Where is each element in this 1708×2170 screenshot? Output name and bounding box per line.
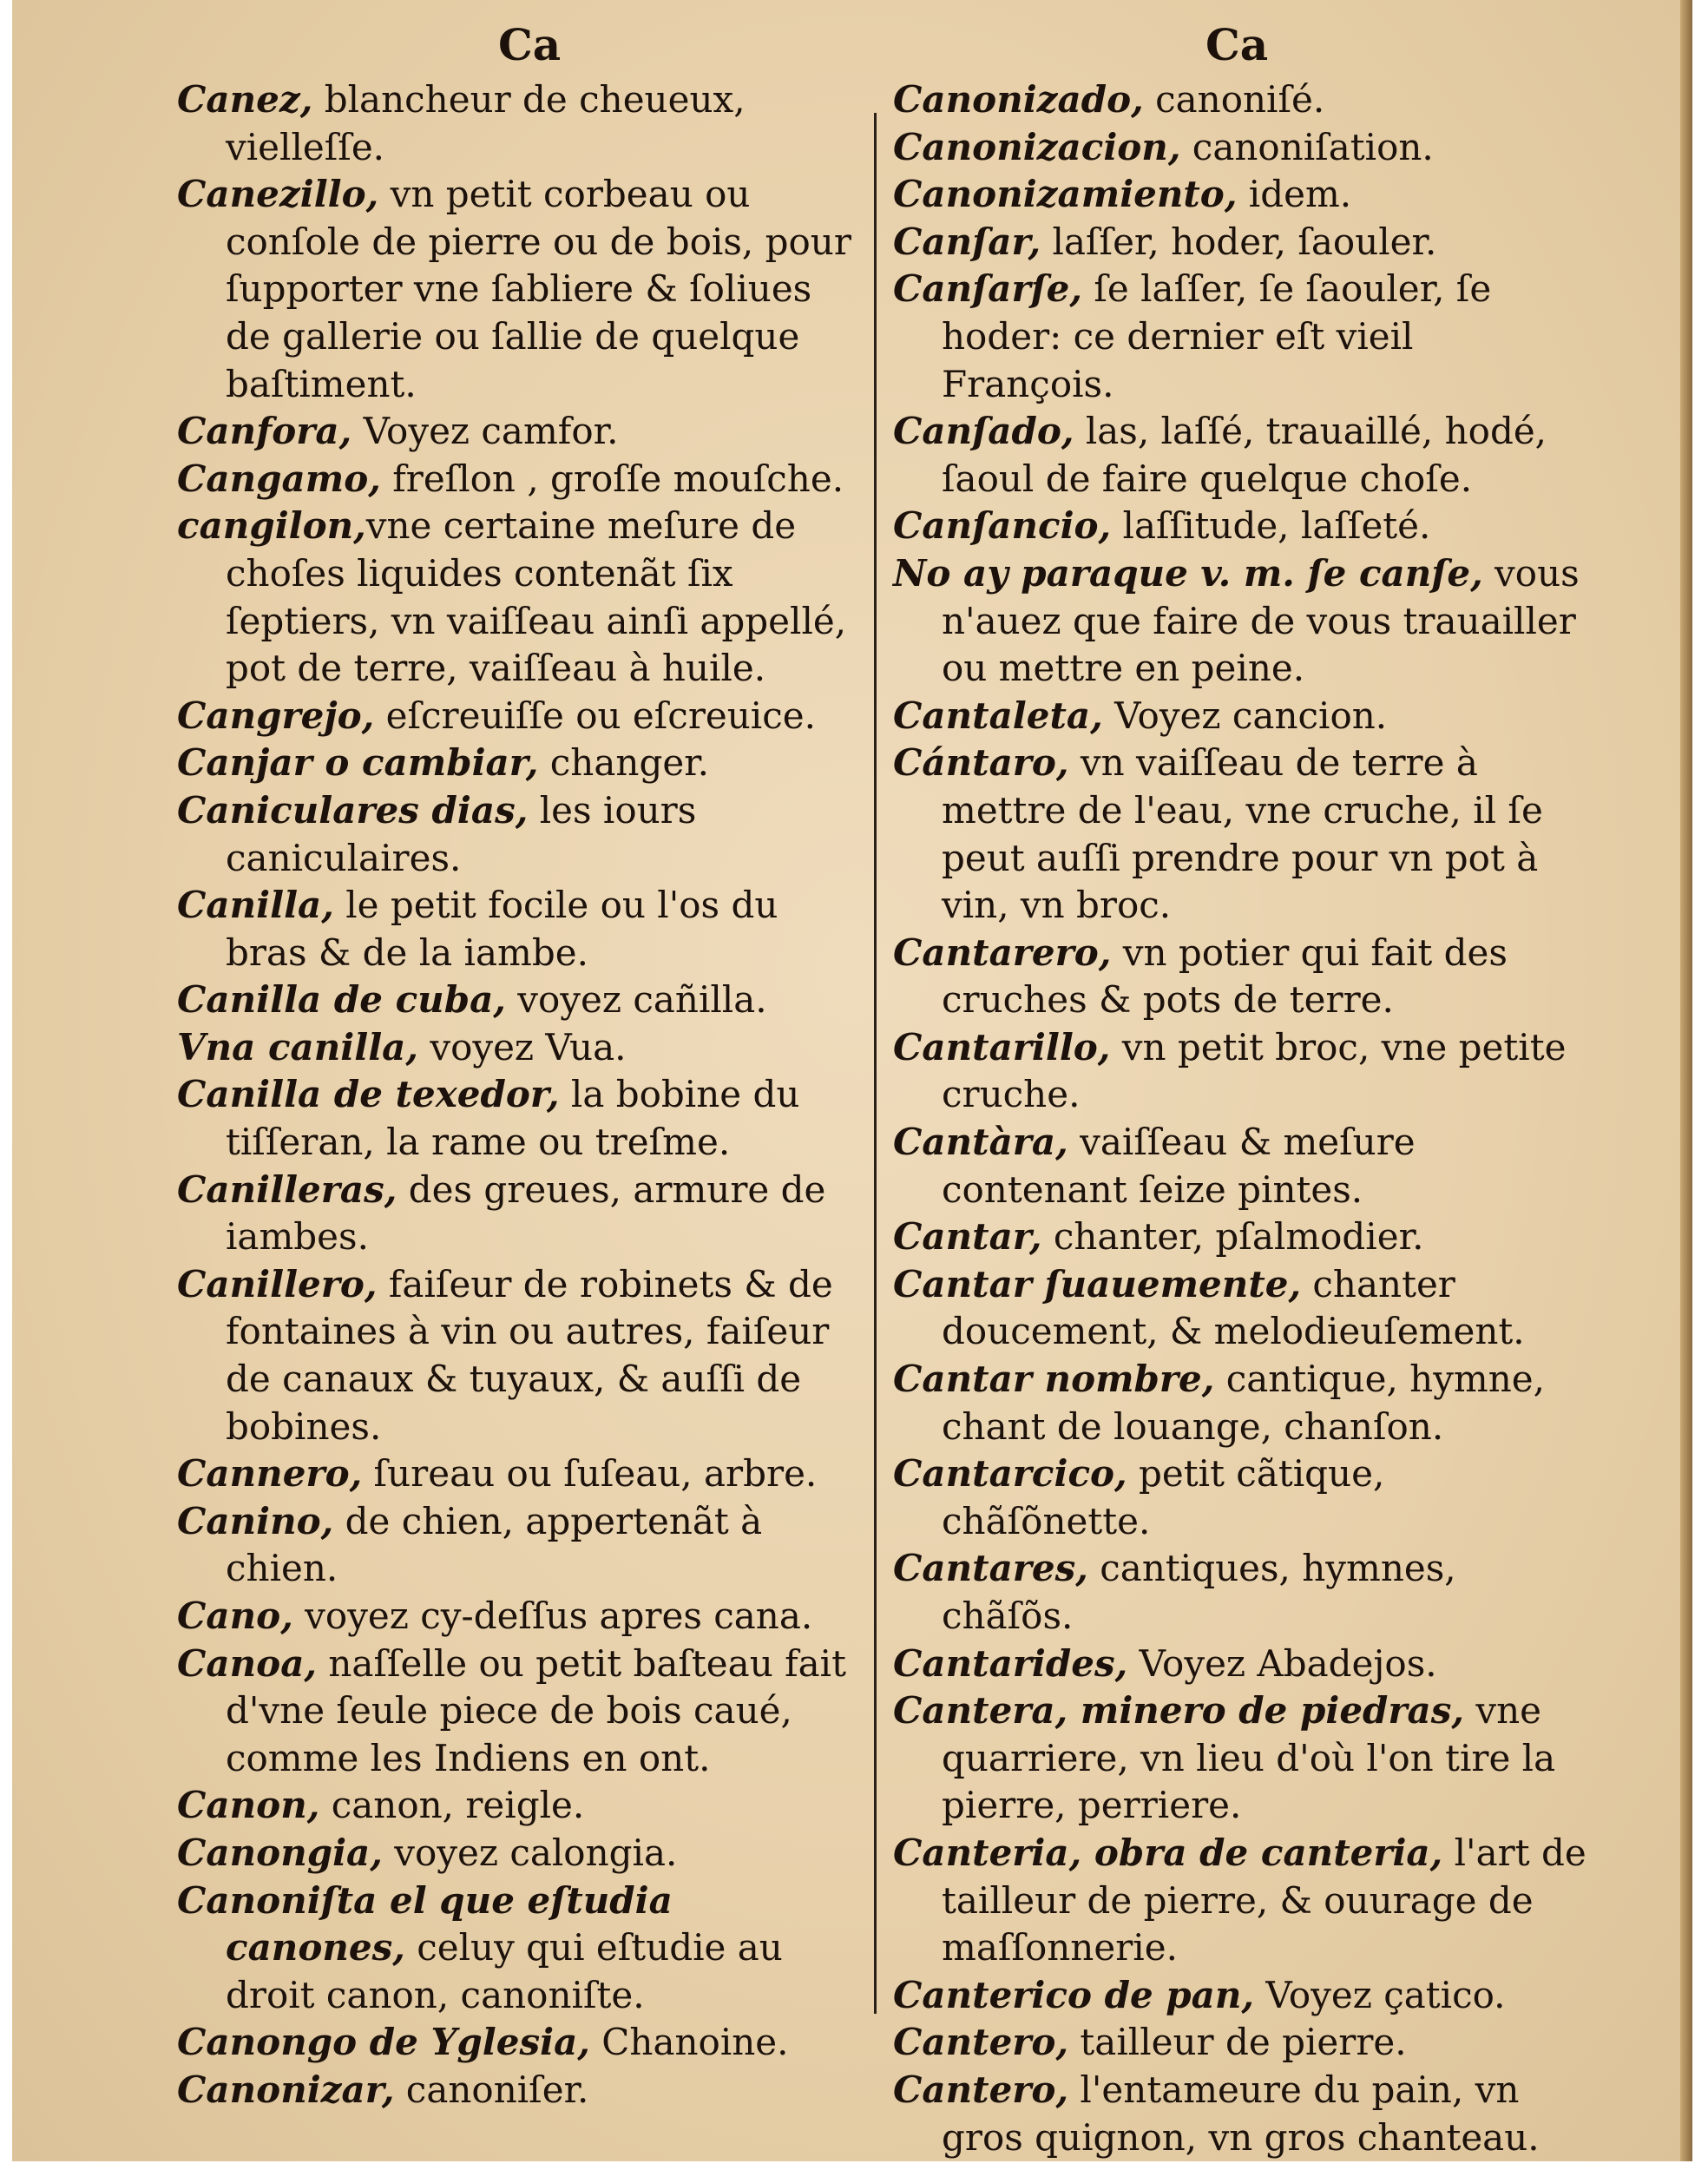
left-column — [177, 76, 863, 2114]
dictionary-entry — [893, 2019, 1587, 2067]
entry-definition: Voyez çatico. — [1254, 1973, 1506, 2016]
entry-headword: Cantarcico, — [893, 1452, 1127, 1496]
entry-headword: Canterico de pan, — [893, 1973, 1255, 2016]
dictionary-entry — [177, 740, 863, 787]
entry-definition: de chien, appertenãt à chien. — [226, 1499, 763, 1590]
entry-headword: Cantera, minero de piedras, — [893, 1689, 1465, 1733]
entry-headword: cangilon, — [177, 504, 366, 548]
entry-headword: Cantero, — [893, 2068, 1069, 2111]
dictionary-entry — [177, 1782, 863, 1830]
dictionary-entry — [893, 1830, 1587, 1972]
entry-definition: vn potier qui fait des cruches & pots de terre. — [942, 930, 1508, 1022]
dictionary-entry — [893, 171, 1587, 219]
entry-definition: vn petit broc, vne petite cruche. — [942, 1025, 1567, 1116]
entry-headword: Canongo de Yglesia, — [177, 2021, 590, 2064]
entry-definition: canon, reigle. — [319, 1784, 585, 1827]
entry-headword: Canillero, — [177, 1262, 378, 1305]
dictionary-entry — [893, 1450, 1587, 1545]
entry-definition: vous n'auez que faire de vous trauailler ou mettre en peine. — [942, 551, 1580, 690]
entry-definition: tailleur de pierre. — [1068, 2021, 1407, 2064]
book-page — [12, 0, 1692, 2161]
dictionary-entry — [893, 408, 1587, 503]
entry-definition: Voyez camfor. — [351, 410, 619, 453]
entry-definition: vne quarriere, vn lieu d'où l'on tire la pierre, perriere. — [942, 1689, 1556, 1827]
dictionary-entry — [177, 1830, 863, 1877]
dictionary-entry — [893, 1641, 1587, 1688]
entry-headword: Cantares, — [893, 1547, 1088, 1590]
entry-headword: Canongia, — [177, 1831, 383, 1874]
dictionary-entry — [177, 408, 863, 456]
dictionary-entry — [177, 1024, 863, 1072]
entry-headword: Cangamo, — [177, 457, 381, 500]
dictionary-entry — [177, 1877, 863, 2020]
dictionary-entry — [177, 76, 863, 171]
dictionary-entry — [893, 124, 1587, 172]
entry-definition: ſe laſſer, ſe ſaouler, ſe hoder: ce dernier eſt vieil François. — [942, 267, 1492, 405]
entry-definition: vne certaine meſure de choſes liquides contenãt ſix ſeptiers, vn vaiſſeau ainſi appellé, pot de terre, vaiſſeau à huile. — [226, 504, 847, 690]
entry-headword: Cantero, — [893, 2021, 1069, 2064]
entry-headword: Cantaleta, — [893, 694, 1103, 737]
entry-definition: vn vaiſſeau de terre à mettre de l'eau, vne cruche, il ſe peut auſſi prendre pour vn pot à vin, vn broc. — [942, 741, 1543, 927]
entry-definition: las, laſſé, trauaillé, hodé, ſaoul de faire quelque choſe. — [942, 410, 1547, 500]
entry-definition: l'entameure du pain, vn gros quignon, vn gros chanteau. — [942, 2068, 1540, 2159]
entry-definition: cantiques, hymnes, chãſõs. — [942, 1547, 1456, 1637]
dictionary-entry — [893, 550, 1587, 693]
entry-definition: ſureau ou ſuſeau, arbre. — [362, 1452, 818, 1496]
entry-headword: Cantarillo, — [893, 1025, 1111, 1069]
running-head-right: Ca — [1205, 19, 1269, 70]
page-edge — [1680, 0, 1692, 2161]
entry-headword: Cántaro, — [893, 741, 1069, 785]
entry-headword: Cano, — [177, 1595, 293, 1637]
entry-definition: freſlon , groſſe mouſche. — [380, 457, 844, 500]
entry-headword: Cantàra, — [893, 1121, 1068, 1164]
dictionary-entry — [893, 930, 1587, 1024]
entry-headword: Canonizar, — [177, 2068, 395, 2111]
entry-headword: Canteria, obra de canteria, — [893, 1831, 1443, 1874]
dictionary-entry — [177, 976, 863, 1024]
entry-definition: eſcreuiſſe ou eſcreuice. — [374, 694, 816, 737]
entry-headword: Canſar, — [893, 220, 1041, 263]
entry-definition: voyez calongia. — [382, 1831, 678, 1874]
dictionary-entry — [893, 1356, 1587, 1450]
dictionary-entry — [893, 2067, 1587, 2161]
dictionary-entry — [893, 266, 1587, 408]
entry-definition: cantique, hymne, chant de louange, chanſon. — [942, 1358, 1545, 1448]
entry-headword: Cangrejo, — [177, 694, 375, 737]
dictionary-entry — [893, 1213, 1587, 1261]
entry-definition: faiſeur de robinets & de fontaines à vin ou autres, faiſeur de canaux & tuyaux, & auſſi de bobines. — [226, 1262, 833, 1448]
entry-headword: Canoniſta el que eſtudia canones, — [177, 1878, 673, 1969]
dictionary-entry — [893, 1119, 1587, 1213]
dictionary-entry — [177, 1261, 863, 1450]
entry-definition: voyez Vua. — [417, 1025, 627, 1069]
dictionary-entry — [893, 219, 1587, 266]
entry-definition: chanter doucement, & melodieuſement. — [942, 1262, 1525, 1353]
dictionary-entry — [893, 1687, 1587, 1830]
entry-definition: canoniſé. — [1143, 78, 1325, 121]
dictionary-entry — [893, 740, 1587, 929]
dictionary-entry — [177, 1450, 863, 1498]
entry-definition: chanter, pſalmodier. — [1041, 1215, 1424, 1259]
entry-headword: Canfora, — [177, 410, 352, 453]
entry-definition: Voyez cancion. — [1102, 694, 1388, 737]
dictionary-entry — [177, 1498, 863, 1593]
dictionary-entry — [177, 882, 863, 976]
dictionary-entry — [177, 1593, 863, 1641]
entry-headword: Canoa, — [177, 1641, 318, 1685]
entry-definition: vaiſſeau & meſure contenant ſeize pintes. — [942, 1121, 1416, 1211]
dictionary-entry — [177, 171, 863, 408]
entry-headword: Canſado, — [893, 410, 1074, 453]
entry-headword: Canez, — [177, 78, 313, 121]
entry-definition: Chanoine. — [589, 2021, 789, 2064]
entry-headword: Canſancio, — [893, 504, 1112, 548]
entry-definition: blancheur de cheueux, vielleſſe. — [226, 78, 746, 168]
entry-definition: naſſelle ou petit baſteau fait d'vne ſeule piece de bois caué, comme les Indiens en ont. — [226, 1641, 846, 1779]
dictionary-entry — [893, 503, 1587, 550]
dictionary-entry — [177, 1071, 863, 1166]
entry-headword: Canjar o cambiar, — [177, 741, 539, 785]
dictionary-entry — [177, 503, 863, 692]
entry-headword: No ay paraque v. m. ſe canſe, — [893, 551, 1483, 595]
entry-headword: Canſarſe, — [893, 267, 1082, 311]
entry-definition: canoniſer. — [394, 2068, 589, 2111]
entry-definition: voyez cy-deſſus apres cana. — [292, 1595, 813, 1637]
entry-definition: voyez cañilla. — [505, 978, 767, 1022]
entry-definition: Voyez Abadejos. — [1127, 1641, 1437, 1685]
column-divider — [874, 113, 877, 2014]
entry-headword: Canonizamiento, — [893, 173, 1238, 216]
entry-headword: Cantar ſuauemente, — [893, 1262, 1302, 1305]
entry-definition: petit cãtique, chãſõnette. — [942, 1452, 1385, 1542]
entry-definition: les iours caniculaires. — [226, 788, 697, 879]
entry-headword: Canilla, — [177, 884, 334, 927]
dictionary-entry — [177, 693, 863, 740]
entry-headword: Canino, — [177, 1499, 334, 1542]
entry-headword: Canilleras, — [177, 1167, 397, 1211]
dictionary-entry — [177, 2019, 863, 2067]
dictionary-entry — [893, 693, 1587, 740]
entry-definition: canoniſation. — [1180, 125, 1434, 168]
entry-headword: Canezillo, — [177, 173, 379, 216]
entry-headword: Canilla de texedor, — [177, 1073, 560, 1116]
entry-headword: Cantar, — [893, 1215, 1042, 1259]
running-head-left: Ca — [498, 19, 562, 70]
dictionary-entry — [177, 787, 863, 882]
dictionary-entry — [177, 456, 863, 503]
dictionary-entry — [893, 1972, 1587, 2020]
right-column — [893, 76, 1587, 2161]
entry-definition: celuy qui eſtudie au droit canon, canoniſte. — [226, 1926, 783, 2016]
dictionary-entry — [177, 1167, 863, 1261]
entry-headword: Canonizado, — [893, 78, 1144, 121]
entry-headword: Caniculares dias, — [177, 788, 529, 832]
entry-definition: vn petit corbeau ou conſole de pierre ou de bois, pour ſupporter vne ſabliere & ſoliues de gallerie ou ſallie de quelque baſtiment. — [226, 173, 851, 405]
entry-headword: Vna canilla, — [177, 1025, 418, 1069]
entry-headword: Cannero, — [177, 1452, 363, 1496]
entry-definition: idem. — [1237, 173, 1352, 216]
dictionary-entry — [177, 1641, 863, 1783]
entry-headword: Canonizacion, — [893, 125, 1181, 168]
entry-headword: Cantarides, — [893, 1641, 1128, 1685]
dictionary-entry — [893, 1024, 1587, 1119]
entry-definition: la bobine du tiſſeran, la rame ou treſme. — [226, 1073, 800, 1164]
dictionary-entry — [177, 2067, 863, 2114]
entry-definition: le petit focile ou l'os du bras & de la iambe. — [226, 884, 778, 974]
entry-definition: l'art de tailleur de pierre, & ouurage de maſſonnerie. — [942, 1831, 1586, 1969]
entry-definition: changer. — [538, 741, 710, 785]
entry-definition: laſſer, hoder, ſaouler. — [1041, 220, 1437, 263]
dictionary-entry — [893, 76, 1587, 124]
entry-definition: laſſitude, laſſeté. — [1111, 504, 1431, 548]
entry-headword: Canon, — [177, 1784, 320, 1827]
dictionary-entry — [893, 1261, 1587, 1356]
entry-headword: Canilla de cuba, — [177, 978, 506, 1022]
entry-headword: Cantarero, — [893, 930, 1112, 974]
entry-headword: Cantar nombre, — [893, 1358, 1215, 1401]
entry-definition: des greues, armure de iambes. — [226, 1167, 826, 1259]
dictionary-entry — [893, 1545, 1587, 1640]
